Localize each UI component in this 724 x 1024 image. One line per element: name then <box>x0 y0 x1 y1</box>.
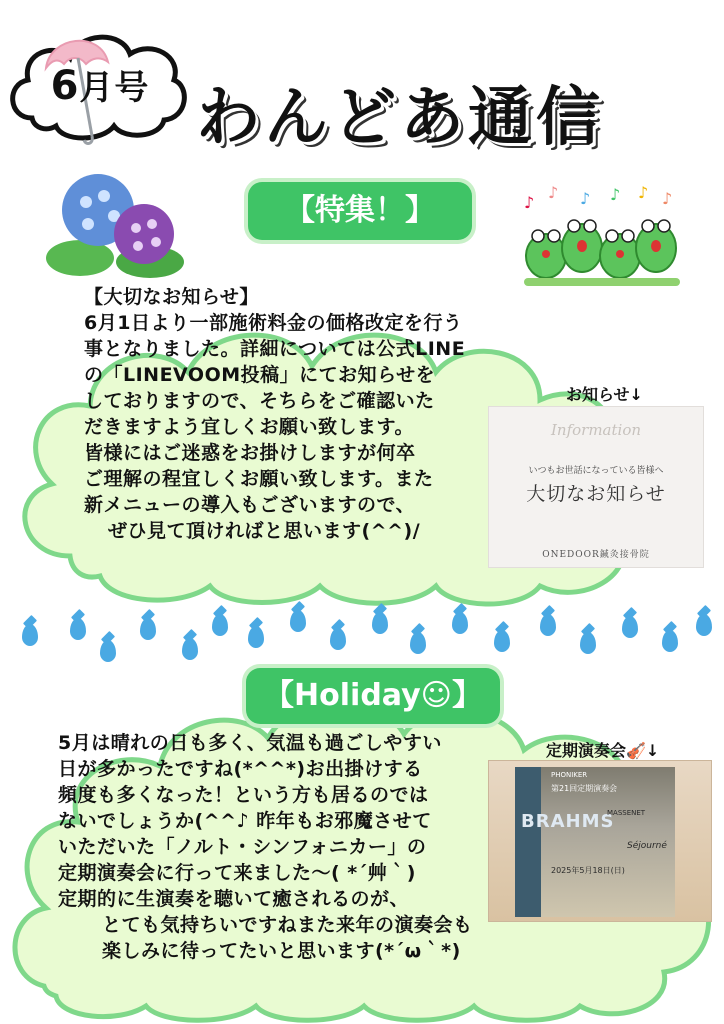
holiday-heading: 【Holiday☺】 <box>246 668 500 724</box>
svg-text:♪: ♪ <box>524 193 535 212</box>
poster-composer-3: Séjourné <box>627 841 667 851</box>
featured-line: ぜひ見て頂ければと思います(^^)/ <box>108 520 421 542</box>
issue-suffix: 月号 <box>79 68 150 108</box>
featured-body <box>84 284 530 544</box>
featured-heading: 【特集！】 <box>248 182 472 240</box>
poster-top-text: PHONIKER <box>551 771 588 779</box>
notice-image <box>488 406 704 568</box>
poster-subtitle: 第21回定期演奏会 <box>551 784 618 793</box>
newsletter-title: わんどあ通信 <box>196 81 604 155</box>
notice-script-word: Information <box>550 421 642 439</box>
issue-number: 6 <box>50 63 80 109</box>
svg-text:♪: ♪ <box>610 185 621 204</box>
svg-text:♪: ♪ <box>548 183 559 202</box>
featured-line: の「LINEVOOM投稿」にてお知らせを <box>84 364 436 386</box>
featured-line: 皆様にはご迷惑をお掛けしますが何卒 <box>84 442 416 464</box>
notice-side-label: お知らせ↓ <box>566 385 643 404</box>
frog-choir-icon <box>518 178 688 290</box>
notice-org: ONEDOOR鍼灸接骨院 <box>542 550 650 560</box>
notice-subtitle: いつもお世話になっている皆様へ <box>528 466 664 476</box>
featured-line: ご理解の程宜しくお願い致します。また <box>84 468 434 490</box>
holiday-line: 楽しみに待ってたいと思います(*´ω｀*) <box>102 940 461 962</box>
hydrangea-icon <box>40 166 190 284</box>
featured-line: 新メニューの導入もございますので、 <box>84 494 416 516</box>
poster-composer-2: MASSENET <box>607 809 646 817</box>
holiday-line: 定期演奏会に行って来ました〜( *´艸｀) <box>58 862 416 884</box>
concert-poster <box>515 767 675 917</box>
featured-line: だきますよう宜しくお願い致します。 <box>84 416 414 438</box>
holiday-line: 日が多かったですね(*^^*)お出掛けする <box>58 758 423 780</box>
svg-text:♪: ♪ <box>580 189 591 208</box>
concert-side-label: 定期演奏会🎻↓ <box>546 741 660 760</box>
holiday-line: 頻度も多くなった！という方も居るのでは <box>58 784 429 806</box>
poster-date: 2025年5月18日(日) <box>551 866 625 875</box>
svg-text:♪: ♪ <box>662 189 673 208</box>
holiday-line: 定期的に生演奏を聴いて癒されるのが、 <box>58 888 410 910</box>
concert-poster-photo <box>488 760 712 922</box>
poster-composer: BRAHMS <box>521 811 615 832</box>
holiday-line: いただいた「ノルト・シンフォニカー」の <box>58 836 427 858</box>
holiday-line: 5月は晴れの日も多く、気温も過ごしやすい <box>58 732 442 754</box>
featured-line: 6月1日より一部施術料金の価格改定を行う <box>84 312 463 334</box>
holiday-line: ないでしょうか(^^♪ 昨年もお邪魔させて <box>58 810 432 832</box>
holiday-line: とても気持ちいですねまた来年の演奏会も <box>102 914 473 936</box>
featured-line: 【大切なお知らせ】 <box>84 286 259 308</box>
poster-stripe <box>515 767 541 917</box>
featured-line: しておりますので、そちらをご確認いた <box>84 390 435 412</box>
issue-label <box>40 60 160 109</box>
holiday-body <box>58 730 528 964</box>
featured-line: 事となりました。詳細については公式LINE <box>84 338 466 360</box>
notice-headline: 大切なお知らせ <box>526 483 666 505</box>
svg-text:♪: ♪ <box>638 183 649 202</box>
